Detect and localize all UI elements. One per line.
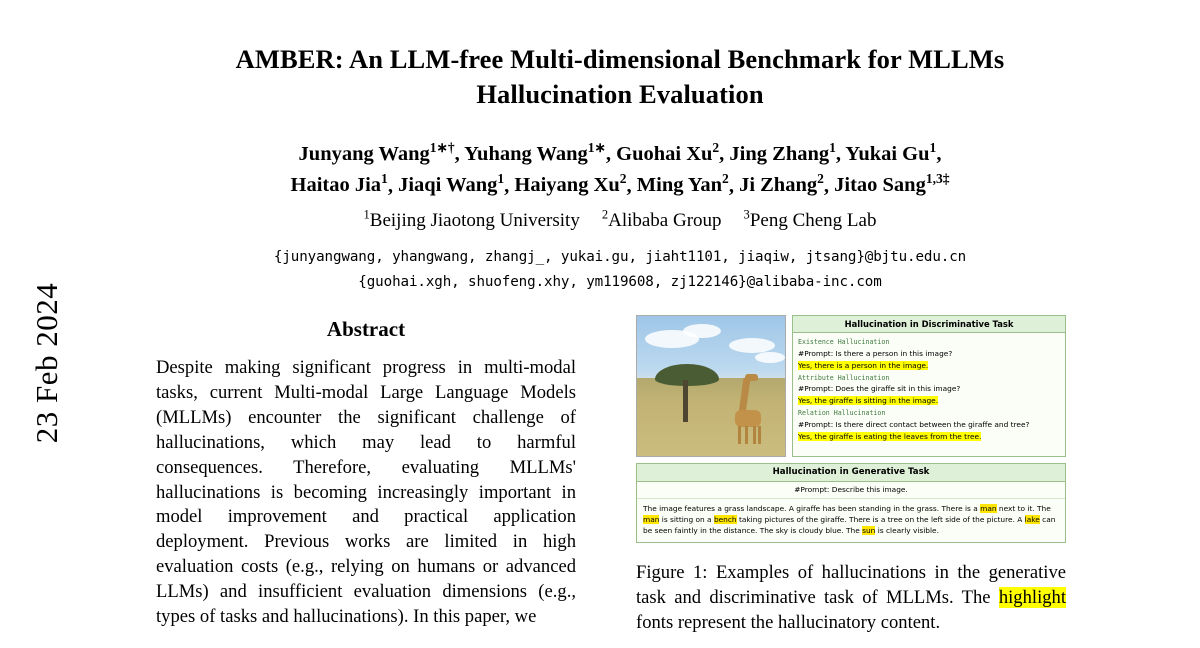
- figure-top-row: [636, 315, 1066, 457]
- affiliation-item: $^2$Alibaba Group: [601, 208, 722, 232]
- email-line: {junyangwang, yhangwang, zhangj_, yukai.gu, jiaht1101, jiaqiw, jtsang}@bjtu.edu.cn: [273, 249, 967, 266]
- author-name: Yukai Gu$^1$: [845, 139, 937, 165]
- hallucination-type-label: Relation Hallucination: [798, 409, 886, 418]
- highlighted-hallucination-text: sun: [862, 526, 876, 536]
- affiliation-item: $^1$Beijing Jiaotong University: [363, 208, 580, 232]
- discriminative-task-content: [793, 333, 1065, 447]
- affiliation-marker: 1: [363, 208, 370, 223]
- author-affiliation-marker: 2: [722, 171, 729, 187]
- hallucination-type-label: Attribute Hallucination: [798, 373, 890, 382]
- highlighted-hallucination-text: Yes, the giraffe is sitting in the image.: [798, 396, 939, 406]
- author-affiliation-marker: 1∗: [587, 139, 606, 155]
- affiliation-marker: 3: [743, 208, 750, 223]
- figure-column: [636, 305, 1066, 635]
- highlighted-hallucination-text: man: [643, 515, 660, 525]
- abstract-text: Despite making significant progress in multi-modal tasks, current Multi-modal Large Language Models (MLLMs) encounter the significant challenge of hallucinations, which may lead to harmful consequences. Therefore, evaluating MLLMs' hallucinations is becoming increasingly important in model improvement and practical application deployment. Previous works are limited in high evaluation costs (e.g., relying on humans or advanced LLMs) and insufficient evaluation dimensions (e.g., types of tasks and hallucinations). In this paper, we: [156, 357, 576, 628]
- author-affiliation-marker: 2: [712, 139, 720, 155]
- prompt-line: #Prompt: Is there a person in this image?: [798, 348, 953, 358]
- author-name: Haiyang Xu$^2$: [514, 171, 627, 197]
- generative-task-response: The image features a grass landscape. A giraffe has been standing in the grass. There is a man next to it. The man is sitting on a bench taking pictures of the giraffe. There is a tree on the left side of the picture. A lake can be seen faintly in the distance. The sky is cloudy blue. The sun is clearly visible.: [643, 504, 1056, 536]
- abstract-heading: Abstract: [326, 317, 406, 341]
- highlighted-hallucination-text: Yes, there is a person in the image.: [798, 360, 929, 370]
- author-name: Yuhang Wang$^{1∗}$: [464, 139, 606, 165]
- author-line-1: Junyang Wang$^{1∗\dagger}$, Yuhang Wang$^{1∗}$, Guohai Xu$^2$, Jing Zhang$^1$, Yukai Gu$^1$,: [298, 139, 942, 165]
- affiliation-marker: 2: [601, 208, 609, 223]
- author-name: Jiaqi Wang$^1$: [398, 171, 505, 197]
- author-name: Jitao Sang$^{1,3\ddagger}$: [834, 171, 950, 197]
- author-affiliation-marker: 2: [817, 171, 824, 187]
- arxiv-date-stamp: 23 Feb 2024: [29, 282, 64, 444]
- page-title: AMBER: An LLM-free Multi-dimensional Benchmark for MLLMs Hallucination Evaluation: [235, 44, 1005, 109]
- affiliation-item: $^3$Peng Cheng Lab: [743, 208, 877, 232]
- figure-caption: Figure 1: Examples of hallucinations in the generative task and discriminative task of MLLMs. The highlight fonts represent the hallucinatory content.: [636, 562, 1066, 633]
- two-column-body: [120, 305, 1120, 635]
- answer-line: [798, 432, 1060, 443]
- figure-1: [636, 315, 1066, 635]
- highlighted-hallucination-text: man: [980, 504, 997, 513]
- generative-task-title: Hallucination in Generative Task: [637, 464, 1065, 482]
- author-name: Haitao Jia$^1$: [290, 171, 388, 197]
- highlighted-hallucination-text: highlight: [998, 587, 1066, 609]
- savanna-photo: [636, 315, 786, 457]
- hallucination-type-label: Existence Hallucination: [798, 338, 890, 347]
- author-affiliation-marker: 1: [381, 171, 388, 187]
- author-name: Ji Zhang$^2$: [739, 171, 824, 197]
- generative-task-box: [636, 463, 1066, 543]
- discriminative-task-box: [792, 315, 1066, 457]
- highlighted-hallucination-text: bench: [713, 515, 737, 525]
- answer-line: [798, 361, 1060, 372]
- paper-page: [120, 0, 1120, 648]
- email-block: [120, 245, 1120, 295]
- author-list: [128, 138, 1112, 201]
- author-line-2: Haitao Jia$^1$, Jiaqi Wang$^1$, Haiyang Xu$^2$, Ming Yan$^2$, Ji Zhang$^2$, Jitao Sang$^{1,3\ddagger}$: [290, 171, 950, 197]
- author-affiliation-marker: 1∗†: [429, 139, 455, 155]
- author-affiliation-marker: 1: [929, 139, 937, 155]
- prompt-line: #Prompt: Is there direct contact between the giraffe and tree?: [798, 419, 1030, 429]
- author-name: Ming Yan$^2$: [636, 171, 729, 197]
- generative-task-prompt: #Prompt: Describe this image.: [637, 482, 1065, 499]
- author-name: Guohai Xu$^2$: [616, 139, 720, 165]
- prompt-line: #Prompt: Does the giraffe sit in this image?: [798, 384, 961, 394]
- author-affiliation-marker: 1,3‡: [925, 171, 950, 187]
- author-affiliation-marker: 1: [497, 171, 505, 187]
- answer-line: [798, 396, 1060, 407]
- author-affiliation-marker: 2: [619, 171, 627, 187]
- author-affiliation-marker: 1: [829, 139, 836, 155]
- author-name: Jing Zhang$^1$: [729, 139, 836, 165]
- highlighted-hallucination-text: Yes, the giraffe is eating the leaves from the tree.: [798, 432, 982, 441]
- affiliation-list: [120, 207, 1120, 235]
- abstract-column: [156, 305, 576, 635]
- highlighted-hallucination-text: lake: [1024, 515, 1040, 525]
- author-name: Junyang Wang$^{1∗\dagger}$: [298, 139, 455, 165]
- discriminative-task-title: Hallucination in Discriminative Task: [793, 316, 1065, 333]
- email-line: {guohai.xgh, shuofeng.xhy, ym119608, zj122146}@alibaba-inc.com: [358, 273, 882, 290]
